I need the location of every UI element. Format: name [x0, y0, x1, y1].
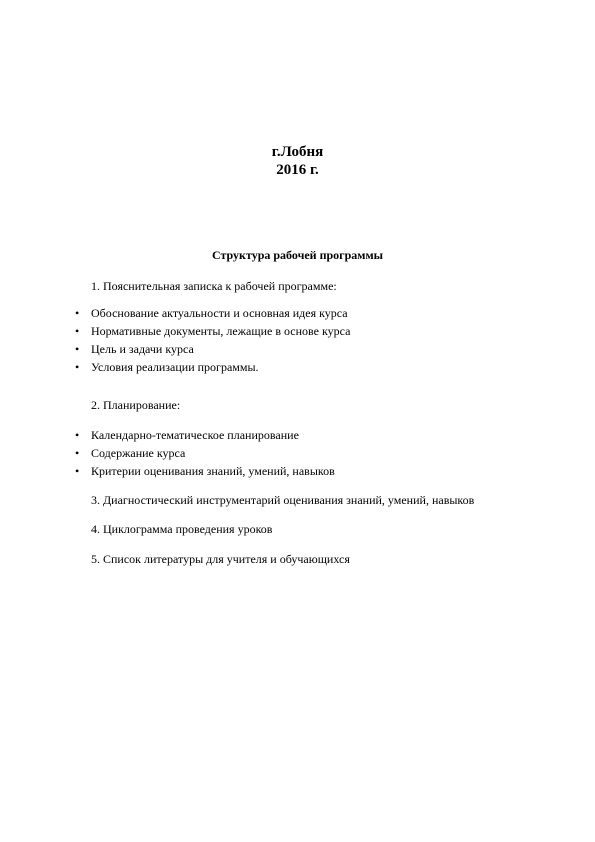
- bullet-icon: •: [75, 428, 80, 442]
- section-heading-1: 1. Пояснительная записка к рабочей программе:: [91, 279, 337, 293]
- section-heading-3: 3. Диагностический инструментарий оценивания знаний, умений, навыков: [91, 493, 475, 507]
- year: 2016 г.: [276, 162, 319, 178]
- document-page: г.Лобня 2016 г. Структура рабочей программы 1. Пояснительная записка к рабочей программе: • Обоснование актуальности и основная идея курса • Нормативные документы, лежащие в основе курса • Цель и задачи курса • Условия реализации программы. 2. Планирование: • Календарно-тематическое планирование • Содержание курса • Критерии оценивания знаний, умений, навыков 3. Диагностический инструментарий оценивания знаний, умений, навыков 4. Циклограмма проведения уроков 5. Список литературы для учителя и обучающихся: [0, 0, 595, 842]
- bullet-icon: •: [75, 360, 80, 374]
- section-heading-5: 5. Список литературы для учителя и обучающихся: [91, 552, 350, 566]
- section-heading-4: 4. Циклограмма проведения уроков: [91, 522, 273, 536]
- structure-title: Структура рабочей программы: [211, 248, 384, 262]
- city-name: г.Лобня: [271, 144, 324, 160]
- bullet-icon: •: [75, 446, 80, 460]
- section-heading-2: 2. Планирование:: [91, 398, 181, 412]
- bullet-icon: •: [75, 464, 80, 478]
- bullet-icon: •: [75, 306, 80, 320]
- bullet-icon: •: [75, 324, 80, 338]
- bullet-icon: •: [75, 342, 80, 356]
